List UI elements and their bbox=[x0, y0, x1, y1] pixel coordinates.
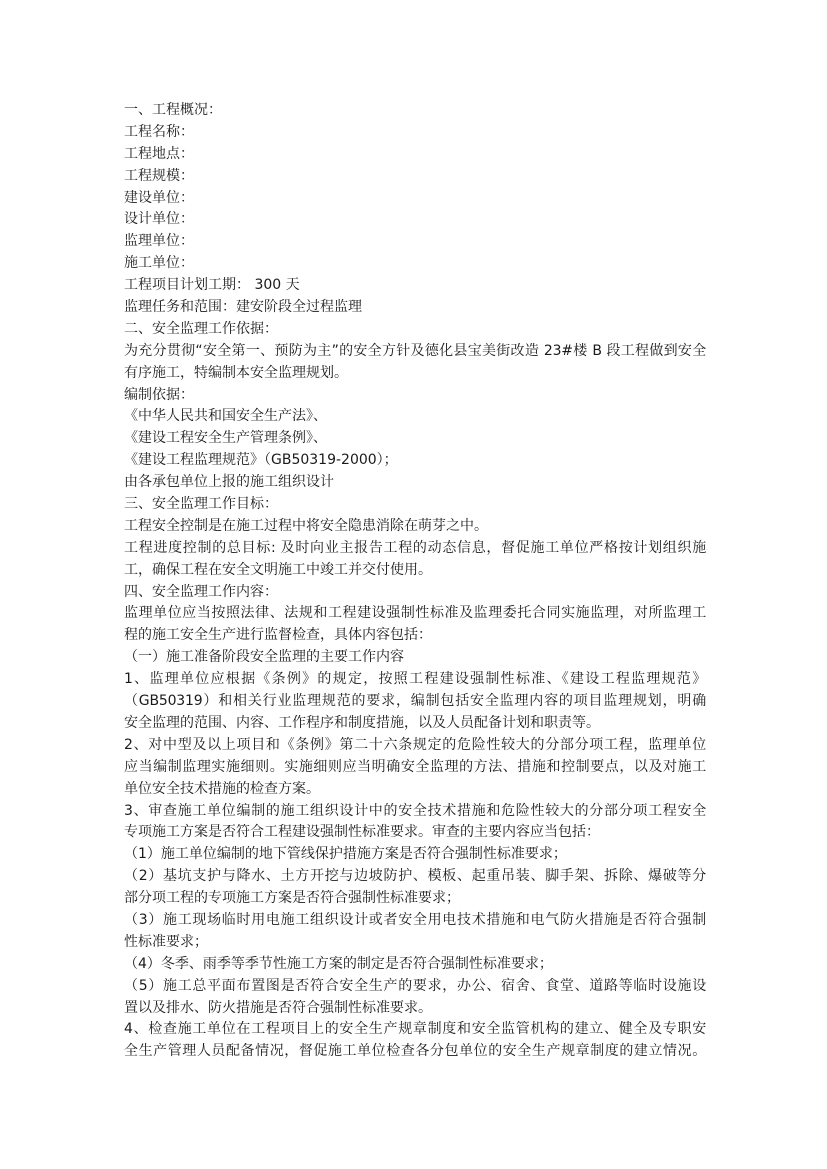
text-line: 1、监理单位应根据《条例》的规定，按照工程建设强制性标准、《建设工程监理规范》 bbox=[124, 671, 706, 688]
text-line: （4）冬季、雨季等季节性施工方案的制定是否符合强制性标准要求； bbox=[124, 955, 553, 972]
text-line: 4、检查施工单位在工程项目上的安全生产规章制度和安全监管机构的建立、健全及专职安 bbox=[124, 1021, 706, 1038]
text-line: 应当编制监理实施细则。实施细则应当明确安全监理的方法、措施和控制要点，以及对施工 bbox=[124, 758, 706, 775]
text-line: 工程名称： bbox=[124, 123, 194, 140]
text-line: 二、安全监理工作依据： bbox=[124, 320, 278, 337]
text-line: 建设单位： bbox=[124, 189, 194, 206]
text-line: 监理单位： bbox=[124, 233, 194, 250]
document-body bbox=[124, 100, 706, 1063]
text-line: 工程进度控制的总目标: 及时向业主报告工程的动态信息，督促施工单位严格按计划组织施 bbox=[124, 539, 706, 556]
text-line: （5）施工总平面布置图是否符合安全生产的要求，办公、宿舍、食堂、道路等临时设施设 bbox=[124, 977, 706, 994]
text-line: 监理单位应当按照法律、法规和工程建设强制性标准及监理委托合同实施监理，对所监理工 bbox=[124, 605, 706, 622]
text-line: 工，确保工程在安全文明施工中竣工并交付使用。 bbox=[124, 561, 432, 578]
text-line: 编制依据： bbox=[124, 386, 194, 403]
text-line: 工程安全控制是在施工过程中将安全隐患消除在萌芽之中。 bbox=[124, 517, 488, 534]
text-line: （3）施工现场临时用电施工组织设计或者安全用电技术措施和电气防火措施是否符合强制 bbox=[124, 911, 706, 928]
text-line: 全生产管理人员配备情况，督促施工单位检查各分包单位的安全生产规章制度的建立情况。 bbox=[124, 1043, 706, 1060]
text-line: 工程规模： bbox=[124, 167, 194, 184]
text-line: 工程地点： bbox=[124, 145, 194, 162]
text-line: （GB50319）和相关行业监理规范的要求，编制包括安全监理内容的项目监理规划，明确 bbox=[124, 693, 706, 710]
text-line: （2）基坑支护与降水、土方开挖与边坡防护、模板、起重吊装、脚手架、拆除、爆破等分 bbox=[124, 868, 706, 885]
text-line: 为充分贯彻“安全第一、预防为主”的安全方针及德化县宝美街改造 23#楼 B 段工程做到安全 bbox=[124, 342, 706, 359]
text-line: 《建设工程安全生产管理条例》、 bbox=[124, 430, 327, 447]
text-line: 一、工程概况： bbox=[124, 102, 222, 118]
text-line: 3、审查施工单位编制的施工组织设计中的安全技术措施和危险性较大的分部分项工程安全 bbox=[124, 802, 706, 819]
text-line: 有序施工，特编制本安全监理规划。 bbox=[124, 364, 348, 381]
text-line: （1）施工单位编制的地下管线保护措施方案是否符合强制性标准要求； bbox=[124, 846, 567, 863]
text-line: 《中华人民共和国安全生产法》、 bbox=[124, 408, 327, 425]
text-line: （一）施工准备阶段安全监理的主要工作内容 bbox=[124, 649, 404, 666]
text-line: 部分项工程的专项施工方案是否符合强制性标准要求； bbox=[124, 890, 460, 907]
text-line: 单位安全技术措施的检查方案。 bbox=[124, 780, 320, 797]
text-line: 四、安全监理工作内容： bbox=[124, 583, 278, 600]
text-line: 由各承包单位上报的施工组织设计 bbox=[124, 474, 334, 491]
text-line: 设计单位： bbox=[124, 211, 194, 228]
text-line: 安全监理的范围、内容、工作程序和制度措施，以及人员配备计划和职责等。 bbox=[124, 714, 600, 731]
text-line: 置以及排水、防火措施是否符合强制性标准要求。 bbox=[124, 999, 432, 1016]
text-line: 2、对中型及以上项目和《条例》第二十六条规定的危险性较大的分部分项工程，监理单位 bbox=[124, 736, 706, 753]
text-line: 程的施工安全生产进行监督检查，具体内容包括： bbox=[124, 627, 432, 644]
text-line: 三、安全监理工作目标： bbox=[124, 496, 278, 513]
text-line: 工程项目计划工期： 300 天 bbox=[124, 277, 300, 294]
text-line: 《建设工程监理规范》（GB50319-2000）； bbox=[124, 452, 398, 469]
text-line: 监理任务和范围：建安阶段全过程监理 bbox=[124, 299, 362, 316]
text-line: 专项施工方案是否符合工程建设强制性标准要求。审查的主要内容应当包括： bbox=[124, 824, 600, 841]
text-line: 性标准要求； bbox=[124, 933, 208, 950]
text-line: 施工单位： bbox=[124, 255, 194, 272]
